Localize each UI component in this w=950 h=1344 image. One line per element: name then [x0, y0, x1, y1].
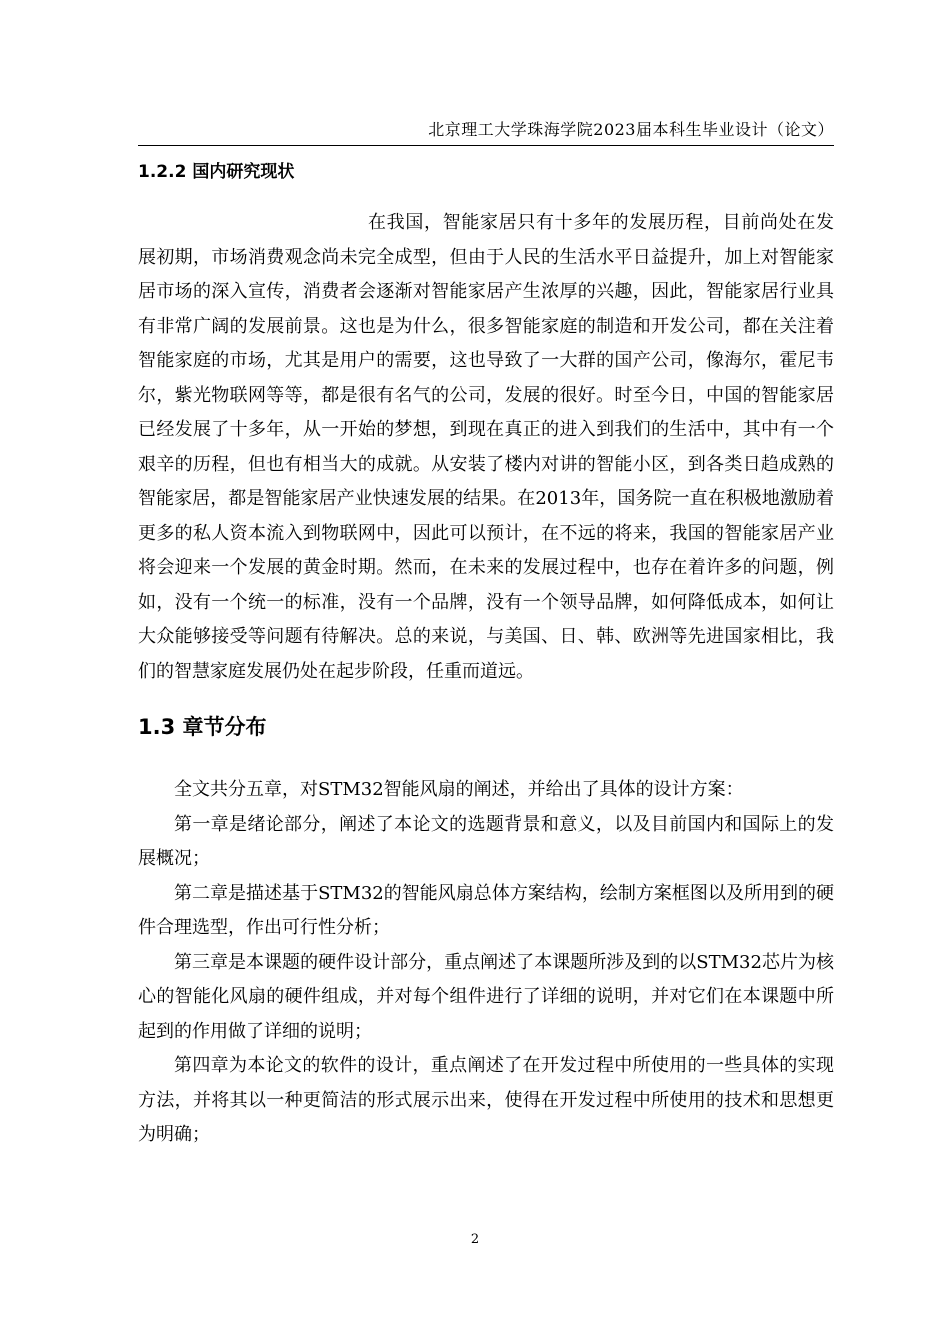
paragraph-chapter-2: 第二章是描述基于STM32的智能风扇总体方案结构，绘制方案框图以及所用到的硬件合理选型，作出可行性分析； [138, 882, 834, 938]
paragraph-chapter-3: 第三章是本课题的硬件设计部分，重点阐述了本课题所涉及到的以STM32芯片为核心的智能化风扇的硬件组成，并对每个组件进行了详细的说明，并对它们在本课题中所起到的作用做了详细的说明； [138, 951, 834, 1042]
paragraph-chapter-1: 第一章是绪论部分，阐述了本论文的选题背景和意义，以及目前国内和国际上的发展概况； [138, 813, 834, 869]
paragraph-chapter-4: 第四章为本论文的软件的设计，重点阐述了在开发过程中所使用的一些具体的实现方法，并将其以一种更简洁的形式展示出来，使得在开发过程中所使用的技术和思想更为明确； [138, 1055, 834, 1145]
page-content [138, 156, 834, 1153]
page-number: 2 [470, 1232, 480, 1247]
section-heading-1-3: 1.3 章节分布 [138, 715, 267, 739]
section-heading-1-2-2: 1.2.2 国内研究现状 [138, 162, 295, 182]
running-header: 北京理工大学珠海学院2023届本科生毕业设计（论文） [428, 120, 834, 139]
paragraph-domestic-research: 在我国，智能家居只有十多年的发展历程，目前尚处在发展初期，市场消费观念尚未完全成型，但由于人民的生活水平日益提升，加上对智能家居市场的深入宣传，消费者会逐渐对智能家居产生浓厚的兴趣，因此，智能家居行业具有非常广阔的发展前景。这也是为什么，很多智能家庭的制造和开发公司，都在关注着智能家庭的市场，尤其是用户的需要，这也导致了一大群的国产公司，像海尔，霍尼韦尔，紫光物联网等等，都是很有名气的公司，发展的很好。时至今日，中国的智能家居已经发展了十多年，从一开始的梦想，到现在真正的进入到我们的生活中，其中有一个艰辛的历程，但也有相当大的成就。从安装了楼内对讲的智能小区，到各类日趋成熟的智能家居，都是智能家居产业快速发展的结果。在2013年，国务院一直在积极地激励着更多的私人资本流入到物联网中，因此可以预计，在不远的将来，我国的智能家居产业将会迎来一个发展的黄金时期。然而，在未来的发展过程中，也存在着许多的问题，例如，没有一个统一的标准，没有一个品牌，没有一个领导品牌，如何降低成本，如何让大众能够接受等问题有待解决。总的来说，与美国、日、韩、欧洲等先进国家相比，我们的智慧家庭发展仍处在起步阶段，任重而道远。 [138, 212, 834, 682]
paragraph-chapter-overview: 全文共分五章，对STM32智能风扇的阐述，并给出了具体的设计方案： [174, 779, 744, 800]
header-rule [138, 145, 834, 146]
